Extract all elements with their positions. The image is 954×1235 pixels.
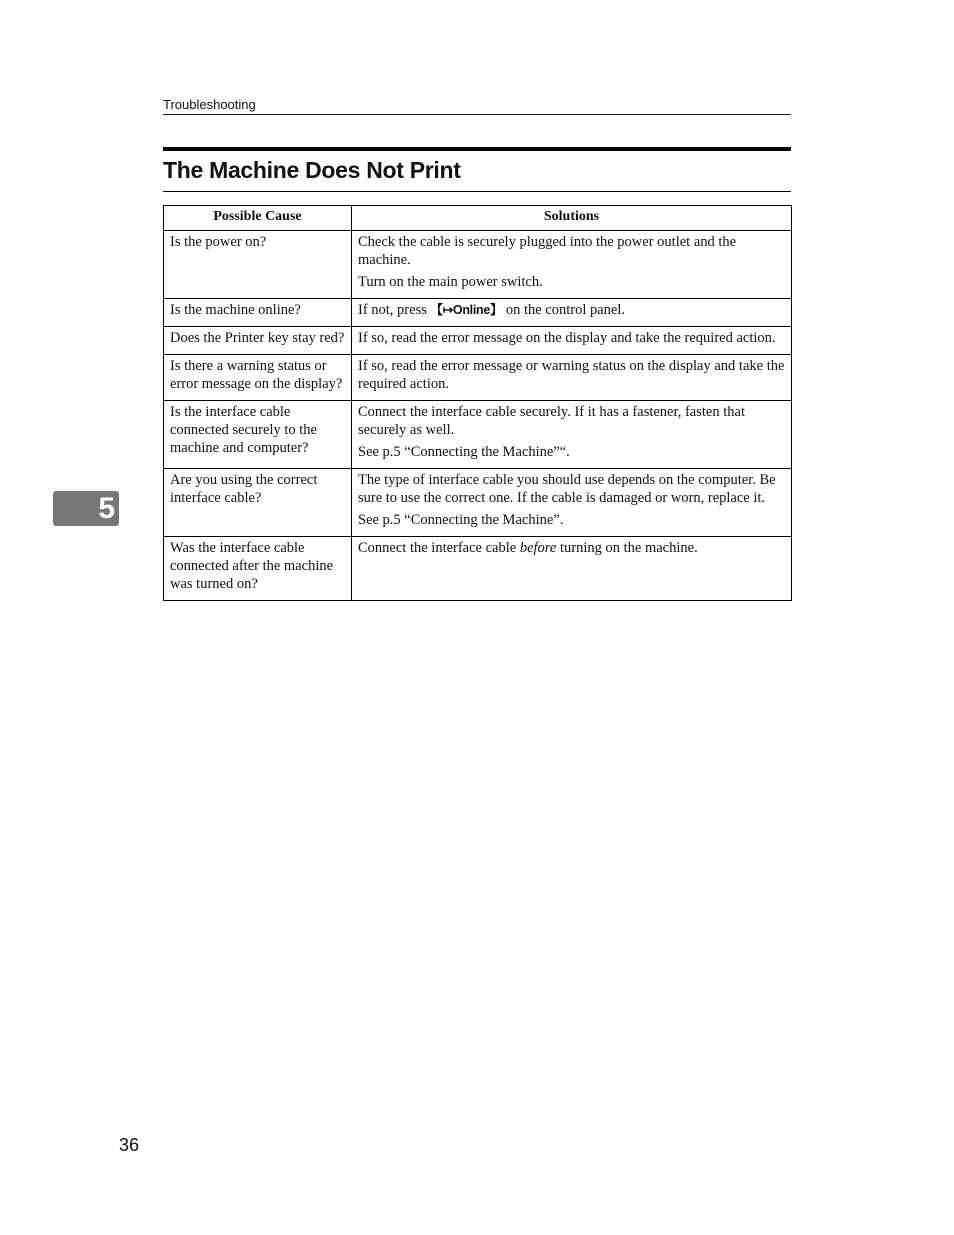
solution-text: Check the cable is securely plugged into the power outlet and the machine.: [358, 234, 737, 268]
key-bracket-close: 】: [489, 303, 503, 317]
solution-text: The type of interface cable you should use depends on the computer. Be sure to use the correct one. If the cable is damaged or worn, replace it.: [358, 472, 776, 506]
solution-cell: [352, 469, 792, 537]
running-header: Troubleshooting: [163, 96, 791, 115]
cause-cell: Are you using the correct interface cable?: [164, 469, 352, 537]
solution-text: If so, read the error message or warning status on the display and take the required action.: [358, 358, 785, 392]
table-row: [164, 401, 792, 469]
solution-cell: [352, 327, 792, 355]
solution-cell: [352, 231, 792, 299]
online-key: [431, 303, 503, 317]
solution-text-after: turning on the machine.: [556, 540, 698, 556]
chapter-tab: 5: [53, 491, 119, 526]
online-key-label: Online: [452, 303, 490, 317]
solution-text-after: on the control panel.: [502, 302, 625, 318]
cause-cell: Was the interface cable connected after the machine was turned on?: [164, 537, 352, 601]
solution-cross-reference: See p.5 “Connecting the Machine”.: [358, 512, 564, 528]
solution-emphasis: before: [519, 540, 557, 556]
table-row: [164, 355, 792, 401]
solution-cell: [352, 401, 792, 469]
online-arrow-icon: ↦: [442, 303, 453, 317]
key-bracket-open: 【: [430, 303, 443, 317]
solution-text-before: Connect the interface cable: [358, 540, 520, 556]
solution-cell: [352, 299, 792, 327]
table-row: [164, 231, 792, 299]
cause-cell: Is there a warning status or error message on the display?: [164, 355, 352, 401]
cause-cell: Does the Printer key stay red?: [164, 327, 352, 355]
cause-cell: Is the machine online?: [164, 299, 352, 327]
troubleshooting-table: [163, 205, 792, 601]
table-row: [164, 537, 792, 601]
cause-cell: Is the power on?: [164, 231, 352, 299]
cause-cell: Is the interface cable connected securely to the machine and computer?: [164, 401, 352, 469]
table-row: [164, 469, 792, 537]
table-header-row: [164, 206, 792, 231]
page-number: 36: [119, 1135, 140, 1155]
solution-cell: [352, 355, 792, 401]
title-rule-bottom: [163, 191, 791, 192]
solution-cell: [352, 537, 792, 601]
page-title: The Machine Does Not Print: [163, 157, 461, 183]
solution-text: Turn on the main power switch.: [358, 274, 543, 290]
column-header-solutions: Solutions: [352, 206, 792, 231]
solution-cross-reference: See p.5 “Connecting the Machine”“.: [358, 444, 570, 460]
title-rule-top: [163, 147, 791, 151]
table-row: [164, 299, 792, 327]
solution-text-before: If not, press: [358, 302, 431, 318]
column-header-cause: Possible Cause: [164, 206, 352, 231]
solution-text: If so, read the error message on the display and take the required action.: [358, 330, 776, 346]
solution-text: Connect the interface cable securely. If it has a fastener, fasten that securely as well.: [358, 404, 745, 438]
table-row: [164, 327, 792, 355]
